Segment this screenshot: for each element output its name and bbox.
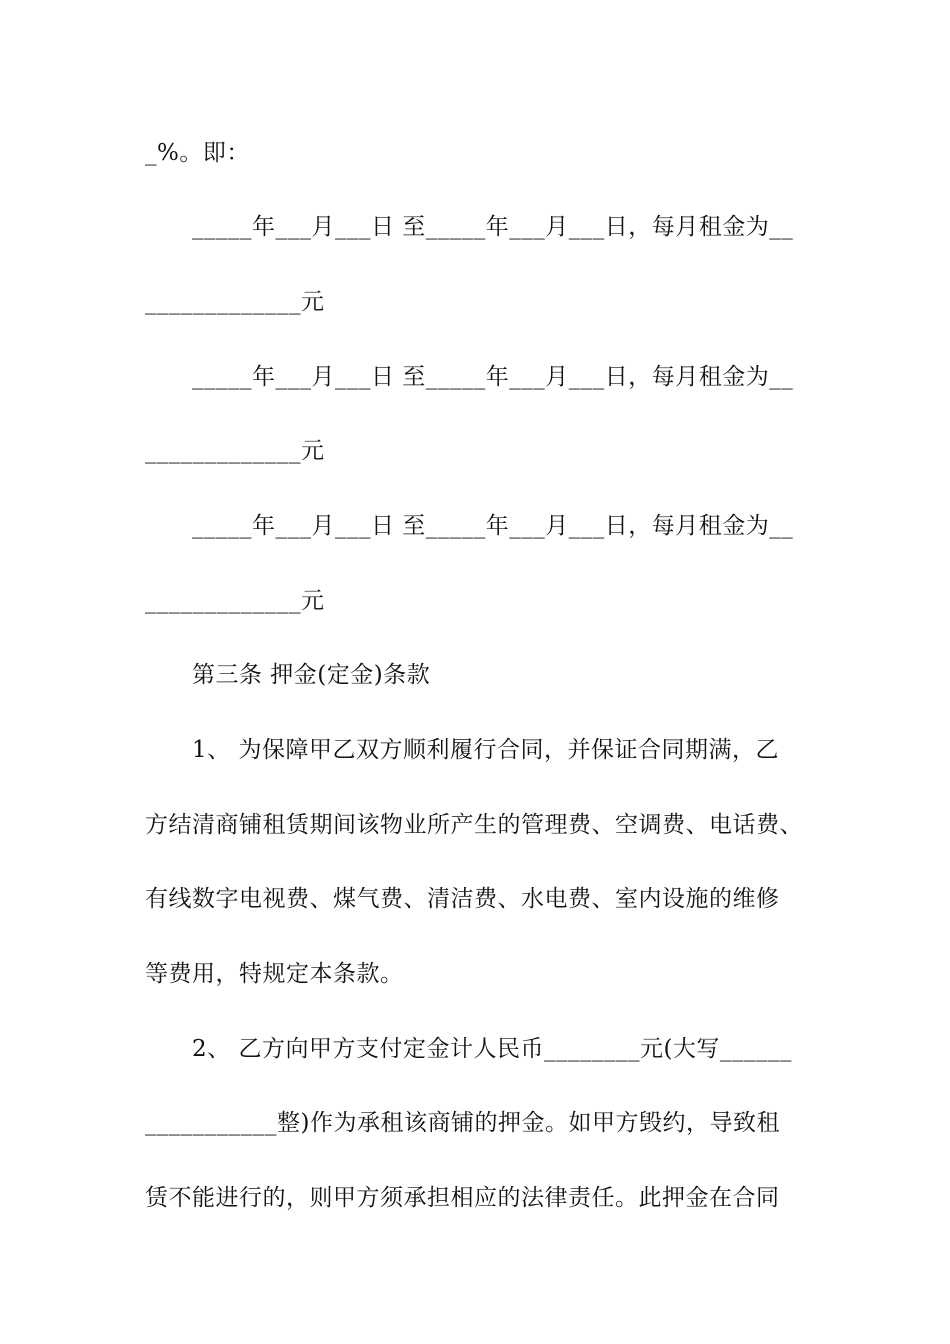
paragraph-1-line-3: 有线数字电视费、煤气费、清洁费、水电费、室内设施的维修 xyxy=(145,886,780,912)
section-heading-article-3: 第三条 押金(定金)条款 xyxy=(192,662,431,688)
text-line-period-2: _____年___月___日 至_____年___月___日，每月租金为__ xyxy=(192,364,794,390)
text-line-period-3: _____年___月___日 至_____年___月___日，每月租金为__ xyxy=(192,513,794,539)
paragraph-1-line-1: 1、 为保障甲乙双方顺利履行合同，并保证合同期满，乙 xyxy=(192,737,779,763)
paragraph-1-line-4: 等费用，特规定本条款。 xyxy=(145,961,404,987)
text-line-percent: _%。即： xyxy=(145,140,250,166)
text-line-rent-2: _____________元 xyxy=(145,438,325,464)
paragraph-1-line-2: 方结清商铺租赁期间该物业所产生的管理费、空调费、电话费、 xyxy=(145,812,803,838)
paragraph-2-line-1: 2、 乙方向甲方支付定金计人民币________元(大写______ xyxy=(192,1036,792,1062)
paragraph-2-line-2: ___________整)作为承租该商铺的押金。如甲方毁约，导致租 xyxy=(145,1110,780,1136)
text-line-rent-3: _____________元 xyxy=(145,588,325,614)
paragraph-2-line-3: 赁不能进行的，则甲方须承担相应的法律责任。此押金在合同 xyxy=(145,1185,780,1211)
text-line-period-1: _____年___月___日 至_____年___月___日，每月租金为__ xyxy=(192,214,794,240)
text-line-rent-1: _____________元 xyxy=(145,289,325,315)
